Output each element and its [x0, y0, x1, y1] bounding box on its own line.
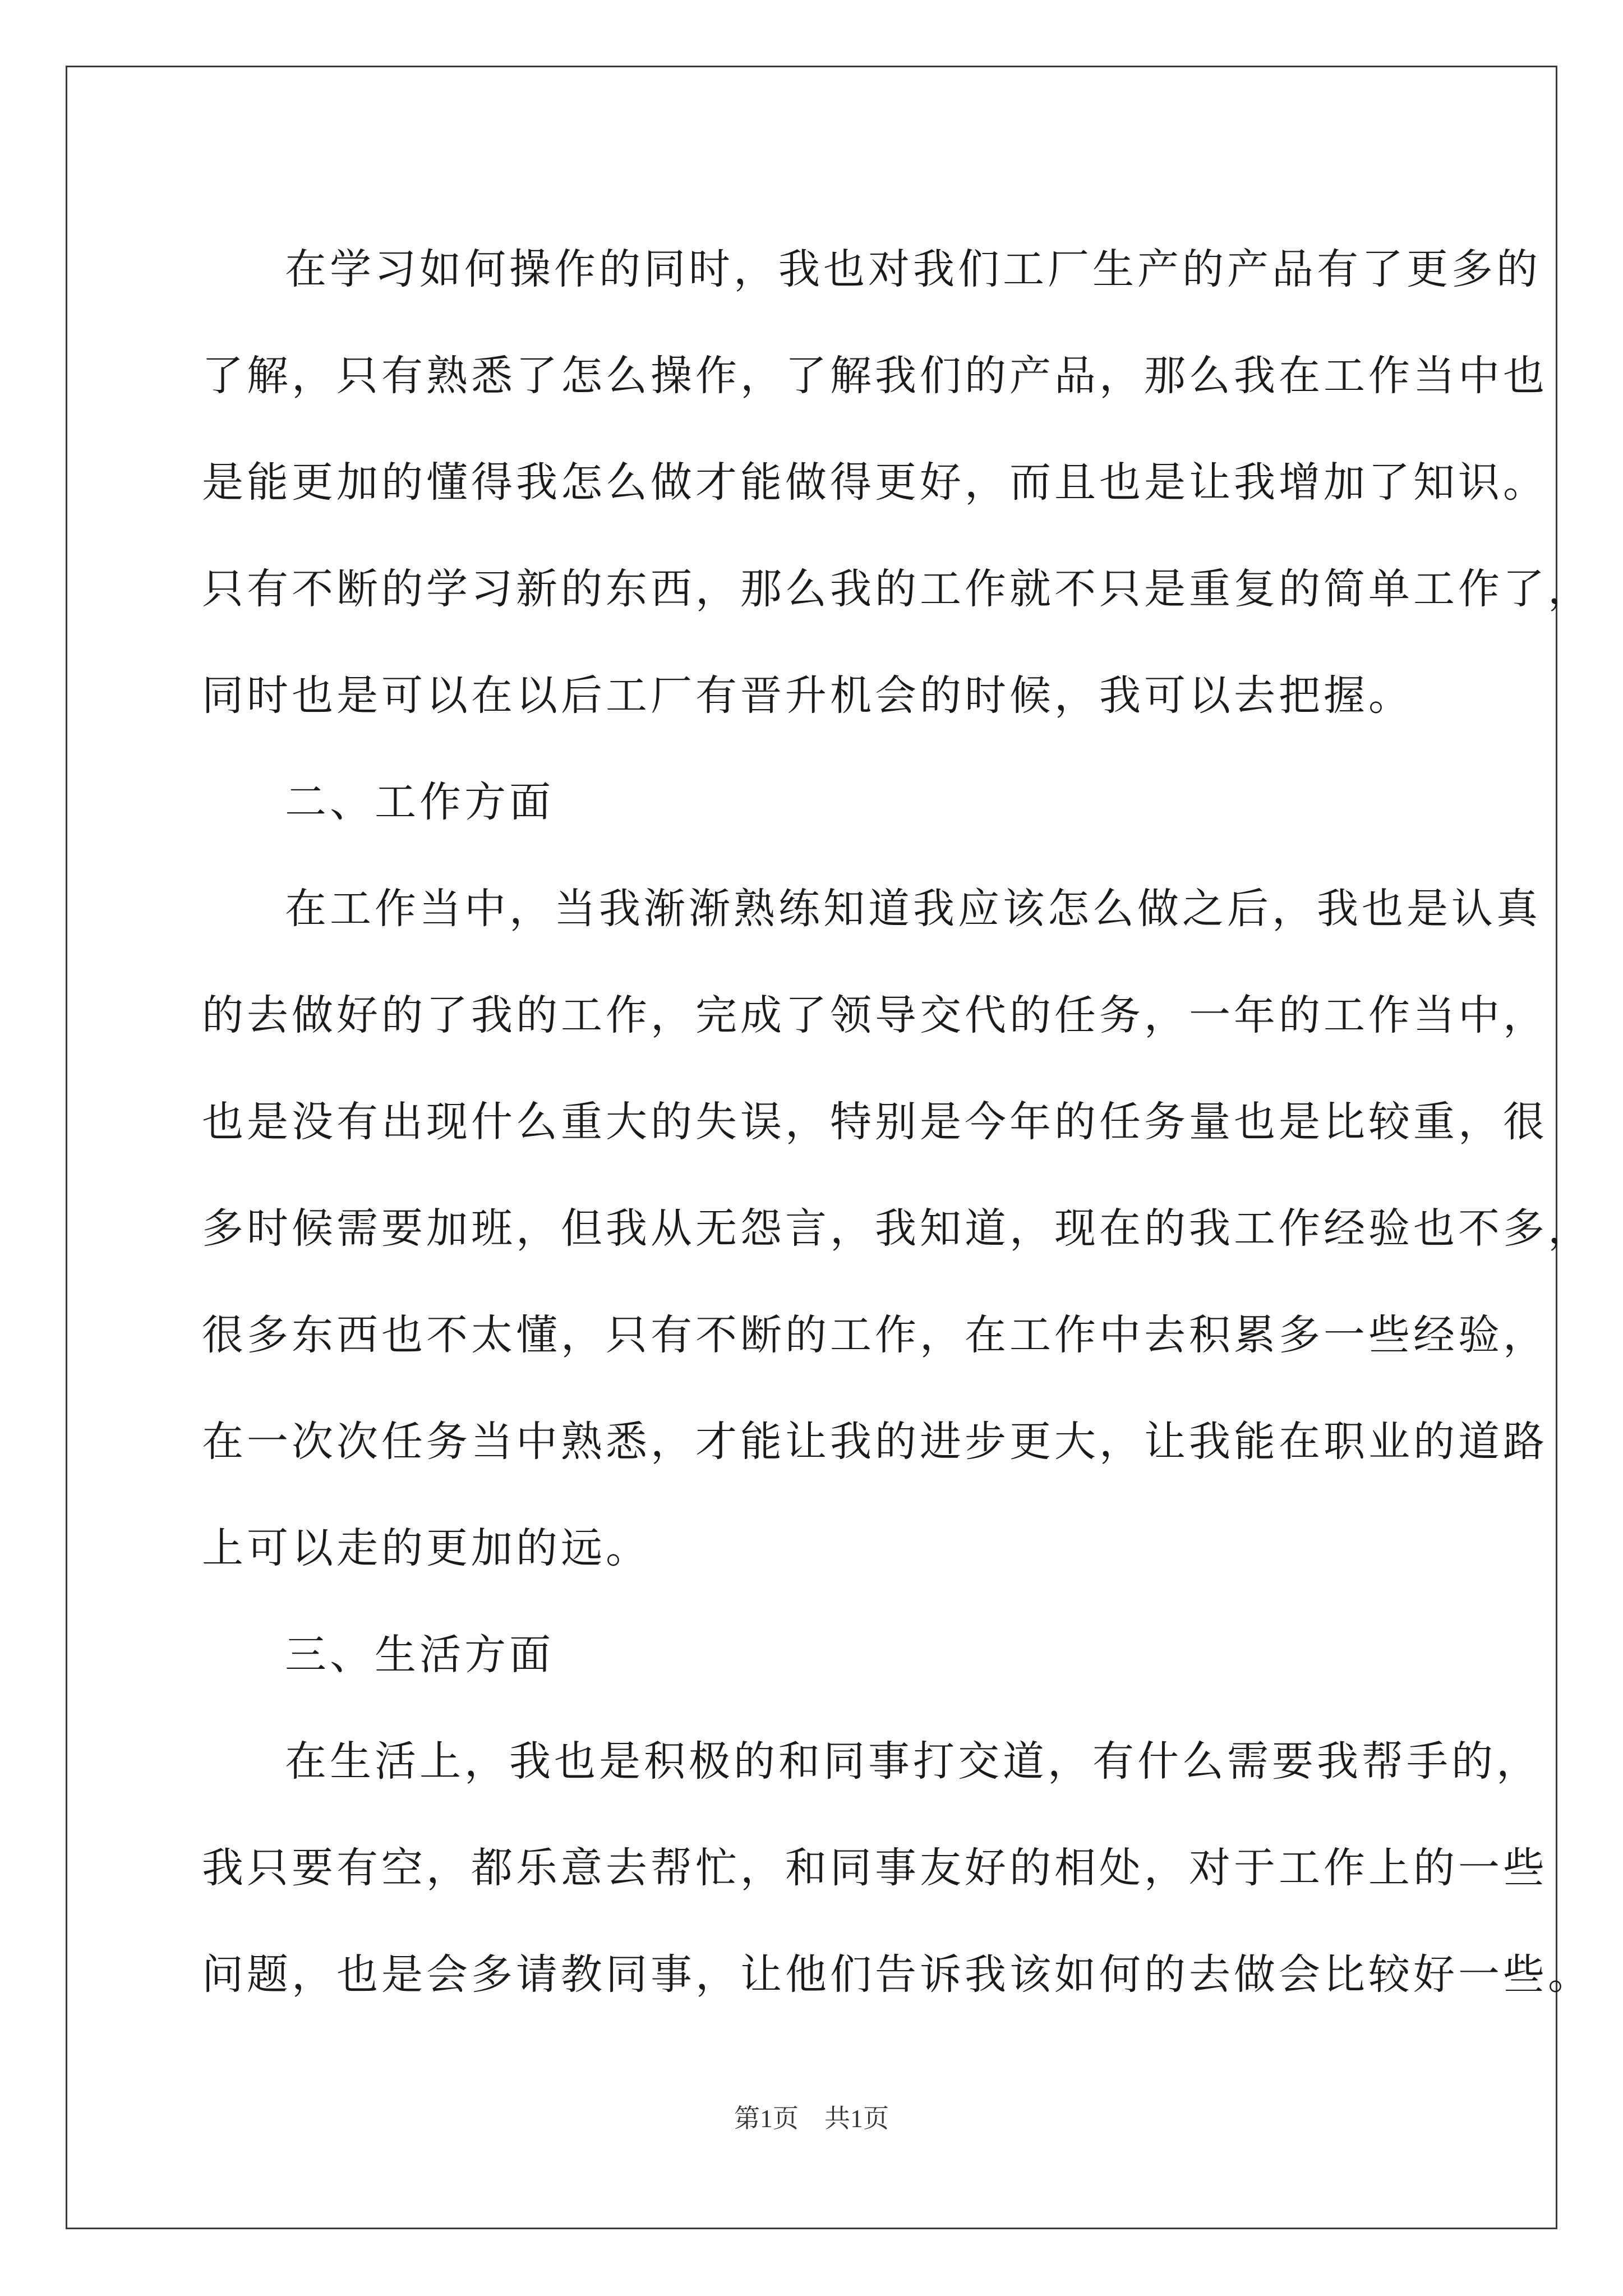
body-line: 了解，只有熟悉了怎么操作，了解我们的产品，那么我在工作当中也 — [202, 352, 1548, 400]
body-line: 是能更加的懂得我怎么做才能做得更好，而且也是让我增加了知识。 — [202, 458, 1548, 507]
document-body — [202, 216, 1593, 2028]
body-line: 也是没有出现什么重大的失误，特别是今年的任务量也是比较重，很 — [202, 1098, 1548, 1146]
body-line: 问题，也是会多请教同事，让他们告诉我该如何的去做会比较好一些。 — [202, 1950, 1593, 1999]
body-line: 同时也是可以在以后工厂有晋升机会的时候，我可以去把握。 — [202, 671, 1413, 720]
body-line: 的去做好的了我的工作，完成了领导交代的任务，一年的工作当中， — [202, 991, 1548, 1039]
body-line: 只有不断的学习新的东西，那么我的工作就不只是重复的简单工作了， — [202, 565, 1593, 613]
body-line: 很多东西也不太懂，只有不断的工作，在工作中去积累多一些经验， — [202, 1311, 1548, 1359]
section-heading-work: 二、工作方面 — [285, 778, 554, 826]
body-line: 在工作当中，当我渐渐熟练知道我应该怎么做之后，我也是认真 — [285, 885, 1541, 933]
section-heading-life: 三、生活方面 — [285, 1631, 554, 1679]
body-line: 在一次次任务当中熟悉，才能让我的进步更大，让我能在职业的道路 — [202, 1418, 1548, 1466]
body-line: 多时候需要加班，但我从无怨言，我知道，现在的我工作经验也不多， — [202, 1204, 1593, 1253]
page-footer: 第1页 共1页 — [734, 2104, 889, 2133]
body-line: 上可以走的更加的远。 — [202, 1524, 651, 1572]
body-line: 我只要有空，都乐意去帮忙，和同事友好的相处，对于工作上的一些 — [202, 1844, 1548, 1892]
body-line: 在学习如何操作的同时，我也对我们工厂生产的产品有了更多的 — [285, 245, 1541, 293]
body-line: 在生活上，我也是积极的和同事打交道，有什么需要我帮手的， — [285, 1737, 1541, 1786]
